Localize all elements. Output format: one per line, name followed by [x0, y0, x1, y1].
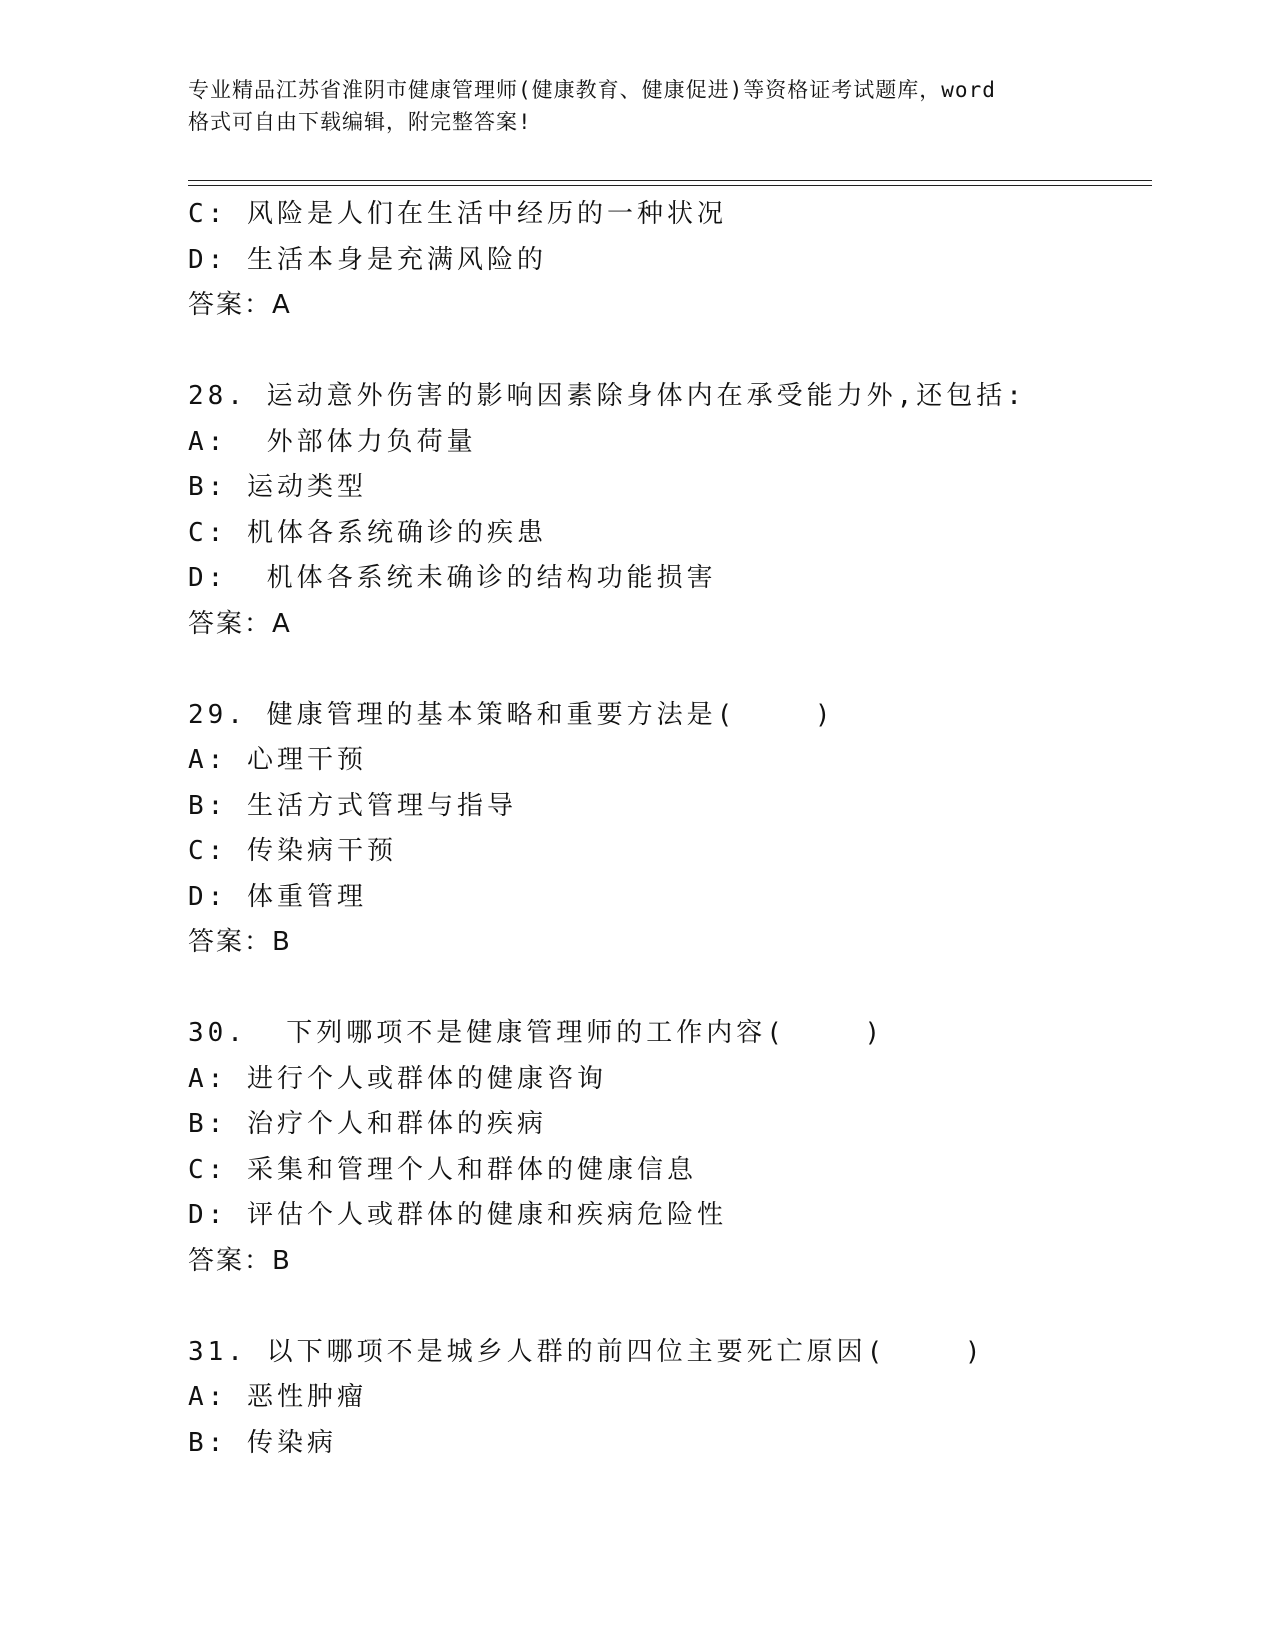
question-list	[188, 192, 1148, 1466]
option-c: C: 风险是人们在生活中经历的一种状况	[188, 199, 727, 229]
question-block-31	[188, 1330, 1148, 1467]
option-c: C: 传染病干预	[188, 836, 397, 866]
option-a: A: 恶性肿瘤	[188, 1382, 367, 1412]
option-b: B: 生活方式管理与指导	[188, 790, 517, 821]
header-divider-bottom	[188, 185, 1152, 186]
option-b: B: 传染病	[188, 1427, 337, 1458]
option-c: C: 机体各系统确诊的疾患	[188, 517, 547, 548]
question-stem: 28. 运动意外伤害的影响因素除身体内在承受能力外,还包括:	[188, 381, 1026, 411]
spacer	[188, 647, 1148, 693]
spacer	[188, 966, 1148, 1012]
answer-line: 答案：A	[188, 608, 292, 639]
spacer	[188, 1284, 1148, 1330]
answer-line: 答案：A	[188, 290, 292, 320]
question-stem: 31. 以下哪项不是城乡人群的前四位主要死亡原因( )	[188, 1336, 985, 1367]
option-b: B: 运动类型	[188, 472, 367, 502]
document-header	[188, 74, 1088, 138]
question-block-27	[188, 192, 1148, 329]
header-line-1: 专业精品江苏省淮阴市健康管理师(健康教育、健康促进)等资格证考试题库，word	[188, 78, 996, 102]
spacer	[188, 329, 1148, 375]
question-block-28	[188, 374, 1148, 647]
answer-line: 答案：B	[188, 927, 292, 957]
option-d: D: 生活本身是充满风险的	[188, 244, 547, 275]
question-block-29	[188, 693, 1148, 966]
option-a: A: 心理干预	[188, 745, 367, 775]
question-stem: 29. 健康管理的基本策略和重要方法是( )	[188, 699, 835, 730]
option-d: D: 机体各系统未确诊的结构功能损害	[188, 563, 717, 593]
option-c: C: 采集和管理个人和群体的健康信息	[188, 1154, 697, 1185]
option-d: D: 评估个人或群体的健康和疾病危险性	[188, 1200, 727, 1230]
option-a: A: 外部体力负荷量	[188, 426, 477, 457]
header-divider-top	[188, 180, 1152, 181]
question-block-30	[188, 1011, 1148, 1284]
option-b: B: 治疗个人和群体的疾病	[188, 1109, 547, 1139]
question-stem: 30. 下列哪项不是健康管理师的工作内容( )	[188, 1018, 885, 1048]
answer-line: 答案：B	[188, 1245, 292, 1276]
option-d: D: 体重管理	[188, 881, 367, 912]
option-a: A: 进行个人或群体的健康咨询	[188, 1063, 607, 1094]
header-line-2: 格式可自由下载编辑，附完整答案!	[188, 110, 532, 134]
